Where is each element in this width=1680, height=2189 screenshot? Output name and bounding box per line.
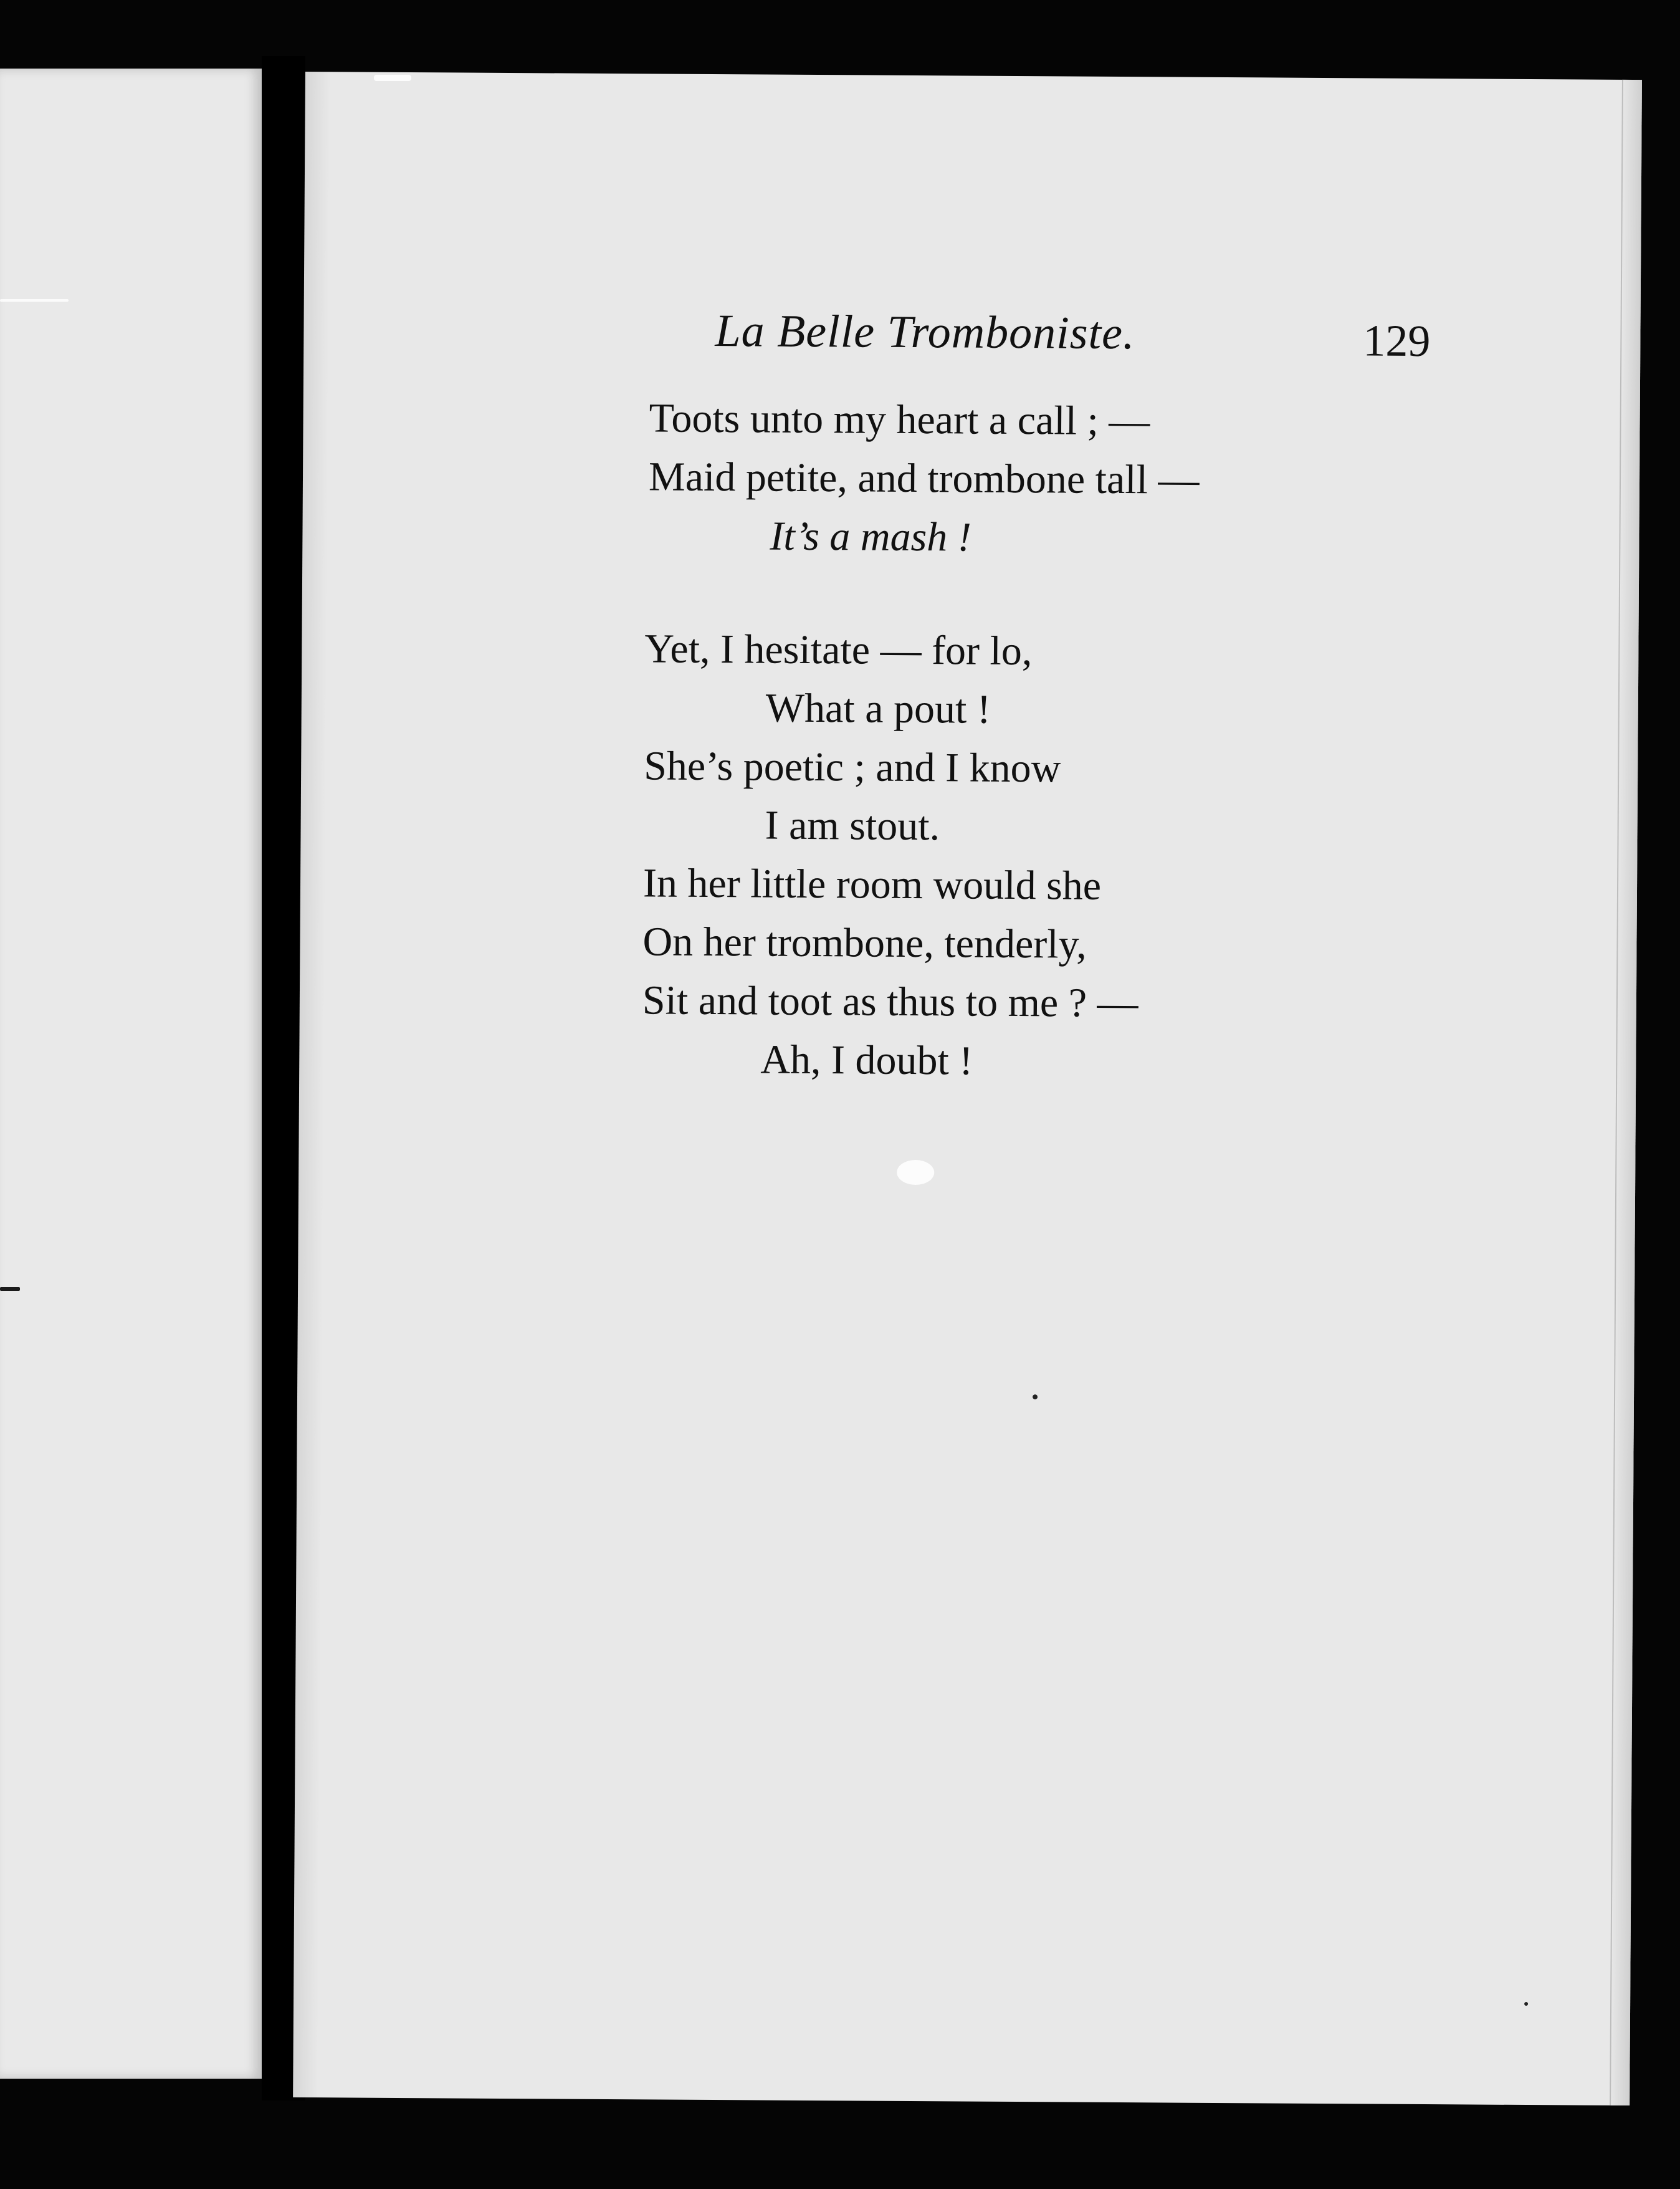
running-head: La Belle Tromboniste. <box>715 305 1135 360</box>
paper-speck <box>1524 2002 1528 2006</box>
poem-line: What a pout ! <box>765 685 991 732</box>
page-edge <box>1610 80 1642 2105</box>
poem-line: On her trombone, tenderly, <box>642 919 1087 967</box>
paper-speck <box>1033 1394 1038 1399</box>
poem-line: In her little room would she <box>642 860 1102 909</box>
left-page <box>0 69 262 2079</box>
poem-line: I am stout. <box>765 802 940 850</box>
scan-artifact <box>374 75 411 81</box>
page-number: 129 <box>1363 315 1431 366</box>
right-page <box>293 72 1642 2105</box>
poem-line: Ah, I doubt ! <box>760 1037 973 1084</box>
poem-line: It’s a mash ! <box>770 513 971 560</box>
left-page-mark <box>0 299 69 302</box>
poem-line: Maid petite, and trombone tall — <box>648 454 1200 503</box>
poem-line: Toots unto my heart a call ; — <box>649 395 1150 444</box>
poem-line: Yet, I hesitate — for lo, <box>644 626 1033 674</box>
left-page-dash <box>0 1287 20 1291</box>
poem-line: Sit and toot as thus to me ? — <box>642 977 1138 1027</box>
poem-line: She’s poetic ; and I know <box>643 743 1061 792</box>
paper-speck <box>897 1160 934 1185</box>
